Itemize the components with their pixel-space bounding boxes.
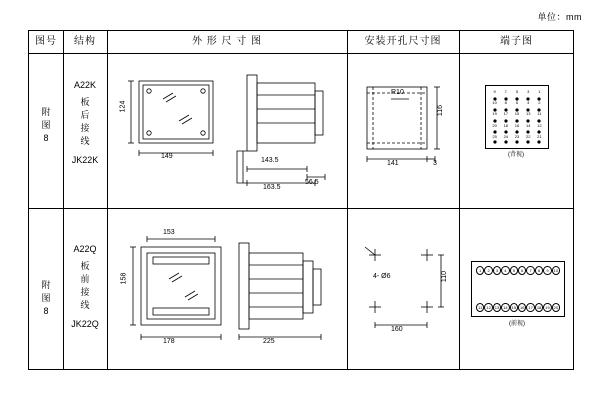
row1-dim-radius: R10	[391, 89, 404, 96]
terminal-pin: 14	[503, 305, 508, 310]
header-structure: 结构	[74, 36, 96, 47]
terminal-pin: 23	[514, 133, 520, 139]
terminal-pin: 5	[510, 266, 518, 275]
terminal-pin: 5	[515, 89, 519, 94]
terminal-pin: 21	[537, 133, 542, 139]
row2-terminal-box	[471, 261, 565, 317]
terminal-pin: 11	[537, 111, 542, 117]
table-col-divider-3	[347, 31, 348, 369]
row1-structure: A22K 板 后 接 线 JK22K	[71, 80, 99, 165]
terminal-pin: 15	[511, 305, 517, 310]
terminal-pin: 8	[535, 266, 543, 275]
row2-terminal-drawing	[463, 223, 571, 363]
terminal-pin: 12	[486, 305, 491, 310]
terminal-pin: 4	[501, 266, 509, 275]
terminal-pin: 13	[525, 111, 531, 117]
row2-dim-side: 225	[263, 338, 275, 345]
terminal-pin: 24	[503, 133, 509, 139]
row2-dim-hole-note: 4- Ø6	[373, 273, 391, 280]
row2-fig-no: 附 图 8	[41, 280, 51, 316]
row2-dim-height: 158	[120, 272, 128, 285]
row1-terminal-caption: (背视)	[508, 152, 524, 158]
header-outline: 外 形 尺 寸 图	[191, 36, 263, 47]
table-col-divider-2	[107, 31, 108, 369]
row1-dim-side2: 163.5	[263, 184, 281, 191]
terminal-pin: 17	[503, 111, 509, 117]
header-mounting: 安装开孔尺寸图	[364, 36, 442, 47]
terminal-pin: 16	[514, 122, 520, 128]
terminal-pin: 18	[503, 122, 509, 128]
terminal-pin: 1	[476, 266, 484, 275]
terminal-pin: 10	[492, 100, 497, 106]
terminal-pin: 1	[538, 89, 541, 94]
terminal-pin: 2	[538, 100, 541, 106]
terminal-pin: 10	[553, 268, 559, 273]
terminal-pin: 16	[520, 305, 525, 310]
row1-dim-mount-width: 141	[387, 160, 399, 167]
row1-terminal-box	[485, 85, 549, 149]
header-fig-no: 图号	[35, 36, 57, 47]
terminal-pin: 18	[536, 305, 542, 310]
terminal-pin: 11	[476, 303, 484, 312]
spec-table	[28, 30, 574, 370]
row2-terminal-bottom-row	[476, 303, 560, 312]
table-col-divider-4	[459, 31, 460, 369]
row1-fig-no: 附 图 8	[41, 107, 51, 143]
terminal-pin: 9	[493, 89, 496, 94]
terminal-pin: 4	[527, 100, 530, 106]
terminal-pin: 19	[492, 111, 497, 117]
terminal-pin: 9	[543, 266, 551, 275]
row2-dim-bottom-width: 178	[163, 338, 175, 345]
terminal-pin: 25	[492, 133, 497, 139]
terminal-pin: 22	[525, 133, 531, 139]
terminal-pin: 3	[527, 89, 530, 94]
terminal-pin: 7	[504, 89, 507, 94]
terminal-pin: 20	[553, 305, 559, 310]
row1-dim-height: 124	[119, 100, 127, 113]
row1-dim-side1: 143.5	[261, 157, 279, 164]
table-header-divider	[29, 53, 573, 54]
table-row-divider	[29, 208, 573, 209]
row2-dim-mount-height: 110	[441, 270, 449, 283]
row2-outline-drawing	[111, 217, 345, 365]
row1-dim-width: 149	[161, 153, 173, 160]
row1-dim-mount-gap: 3	[433, 160, 437, 167]
terminal-pin: 3	[493, 266, 501, 275]
terminal-pin: 12	[537, 122, 542, 128]
terminal-pin: 20	[492, 122, 497, 128]
terminal-pin: 6	[515, 100, 519, 106]
terminal-pin: 6	[518, 266, 526, 275]
row2-structure: A22Q 板 前 接 线 JK22Q	[71, 244, 99, 329]
terminal-pin: 14	[525, 122, 531, 128]
terminal-pin: 8	[504, 100, 507, 106]
row1-dim-mount-height: 116	[437, 104, 445, 117]
terminal-pin: 19	[545, 305, 550, 310]
terminal-pin: 2	[484, 266, 492, 275]
row2-terminal-top-row	[476, 266, 560, 275]
terminal-pin: 7	[526, 266, 534, 275]
terminal-pin: 15	[514, 111, 520, 117]
terminal-pin: 13	[494, 305, 500, 310]
row2-mounting-drawing	[351, 221, 457, 363]
row2-terminal-caption: (前视)	[509, 321, 525, 327]
row1-dim-side3: 56.5	[305, 179, 319, 186]
row2-dim-mount-width: 160	[391, 326, 403, 333]
row2-dim-top-width: 153	[163, 229, 175, 236]
header-terminal: 端子图	[500, 36, 533, 47]
row1-mounting-drawing	[351, 59, 457, 205]
row1-outline-drawing	[111, 57, 345, 205]
terminal-pin: 17	[528, 305, 533, 310]
unit-note: 单位：mm	[537, 12, 582, 22]
row1-terminal-drawing	[463, 63, 571, 203]
